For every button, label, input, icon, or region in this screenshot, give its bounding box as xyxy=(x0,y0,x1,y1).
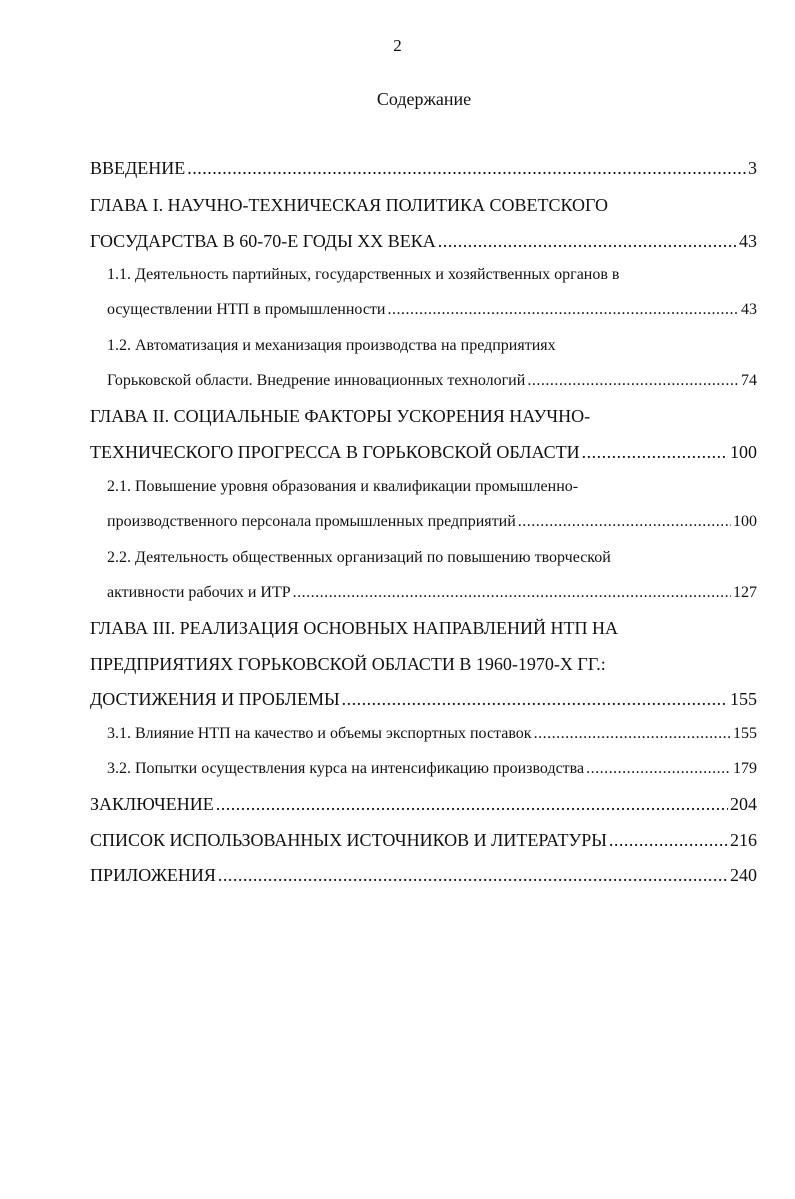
toc-entry-text: производственного персонала промышленных предприятий xyxy=(107,513,516,530)
toc-page-number: 179 xyxy=(733,760,757,777)
leader-dots xyxy=(438,229,737,253)
toc-entry-text: ВВЕДЕНИЕ xyxy=(90,158,186,178)
toc-entry-intro xyxy=(90,156,757,180)
toc-entry-text: 1.1. Деятельность партийных, государственных и хозяйственных органов в xyxy=(107,266,620,283)
toc-entry-text: Горьковской области. Внедрение инновационных технологий xyxy=(107,372,526,389)
toc-page-number: 43 xyxy=(739,231,757,251)
leader-dots xyxy=(387,298,739,322)
toc-page-number: 204 xyxy=(730,794,757,814)
toc-page-number: 74 xyxy=(741,372,757,389)
toc-entry-chapter-2-line1 xyxy=(90,404,590,428)
toc-entry-text: ТЕХНИЧЕСКОГО ПРОГРЕССА В ГОРЬКОВСКОЙ ОБЛАСТИ xyxy=(90,442,580,462)
leader-dots xyxy=(527,369,739,393)
toc-entry-section-3-2 xyxy=(107,757,757,781)
toc-entry-appendix xyxy=(90,863,757,887)
toc-entry-section-3-1 xyxy=(107,722,757,746)
toc-entry-section-2-1-line1 xyxy=(107,475,578,499)
toc-page-number: 3 xyxy=(748,158,757,178)
toc-entry-text: активности рабочих и ИТР xyxy=(107,584,291,601)
toc-page-number: 240 xyxy=(730,865,757,885)
toc-entry-text: СПИСОК ИСПОЛЬЗОВАННЫХ ИСТОЧНИКОВ И ЛИТЕРАТУРЫ xyxy=(90,830,607,850)
leader-dots xyxy=(187,156,746,180)
toc-page-number: 127 xyxy=(733,584,757,601)
toc-entry-text: ЗАКЛЮЧЕНИЕ xyxy=(90,794,214,814)
toc-entry-text: 2.2. Деятельность общественных организаций по повышению творческой xyxy=(107,549,611,566)
toc-entry-text: ГЛАВА II. СОЦИАЛЬНЫЕ ФАКТОРЫ УСКОРЕНИЯ НАУЧНО- xyxy=(90,406,591,426)
toc-entry-text: ДОСТИЖЕНИЯ И ПРОБЛЕМЫ xyxy=(90,689,340,709)
toc-entry-text: 1.2. Автоматизация и механизация производства на предприятиях xyxy=(107,337,556,354)
toc-entry-text: ПРИЛОЖЕНИЯ xyxy=(90,865,216,885)
toc-page-number: 100 xyxy=(733,513,757,530)
toc-entry-section-2-1 xyxy=(107,510,757,534)
leader-dots xyxy=(216,792,728,816)
toc-entry-chapter-2 xyxy=(90,440,757,464)
toc-entry-section-2-2 xyxy=(107,581,757,605)
leader-dots xyxy=(293,581,731,605)
page-number: 2 xyxy=(393,36,402,55)
toc-entry-sources xyxy=(90,828,757,852)
toc-entry-text: ГОСУДАРСТВА В 60-70-Е ГОДЫ XX ВЕКА xyxy=(90,231,436,251)
toc-page-number: 155 xyxy=(733,725,757,742)
toc-entry-conclusion xyxy=(90,792,757,816)
toc-entry-chapter-1 xyxy=(90,229,757,253)
toc-entry-section-2-2-line1 xyxy=(107,546,611,570)
leader-dots xyxy=(218,863,728,887)
toc-entry-text: 3.2. Попытки осуществления курса на интенсификацию производства xyxy=(107,760,585,777)
toc-entry-text: 2.1. Повышение уровня образования и квалификации промышленно- xyxy=(107,478,579,495)
leader-dots xyxy=(609,828,728,852)
leader-dots xyxy=(534,722,731,746)
toc-page-number: 43 xyxy=(741,301,757,318)
toc-entry-section-1-1-line1 xyxy=(107,263,619,287)
toc-entry-chapter-1-line1 xyxy=(90,193,608,217)
toc-entry-chapter-3 xyxy=(90,687,757,711)
toc-entry-text: ГЛАВА III. РЕАЛИЗАЦИЯ ОСНОВНЫХ НАПРАВЛЕНИЙ НТП НА xyxy=(90,618,618,638)
toc-page-number: 216 xyxy=(730,830,757,850)
toc-page-number: 100 xyxy=(730,442,757,462)
leader-dots xyxy=(342,687,728,711)
toc-entry-chapter-3-line1 xyxy=(90,616,618,640)
toc-entry-section-1-1 xyxy=(107,298,757,322)
toc-entry-section-1-2 xyxy=(107,369,757,393)
toc-title: Содержание xyxy=(376,89,472,109)
toc-entry-text: 3.1. Влияние НТП на качество и объемы экспортных поставок xyxy=(107,725,532,742)
toc-entry-text: ПРЕДПРИЯТИЯХ ГОРЬКОВСКОЙ ОБЛАСТИ В 1960-1970-Х ГГ.: xyxy=(90,654,606,674)
toc-entry-text: осуществлении НТП в промышленности xyxy=(107,301,386,318)
leader-dots xyxy=(586,757,731,781)
leader-dots xyxy=(518,510,731,534)
toc-entry-section-1-2-line1 xyxy=(107,334,556,358)
leader-dots xyxy=(582,440,728,464)
toc-entry-text: ГЛАВА I. НАУЧНО-ТЕХНИЧЕСКАЯ ПОЛИТИКА СОВЕТСКОГО xyxy=(90,195,609,215)
toc-page-number: 155 xyxy=(730,689,757,709)
toc-entry-chapter-3-line2 xyxy=(90,652,606,676)
